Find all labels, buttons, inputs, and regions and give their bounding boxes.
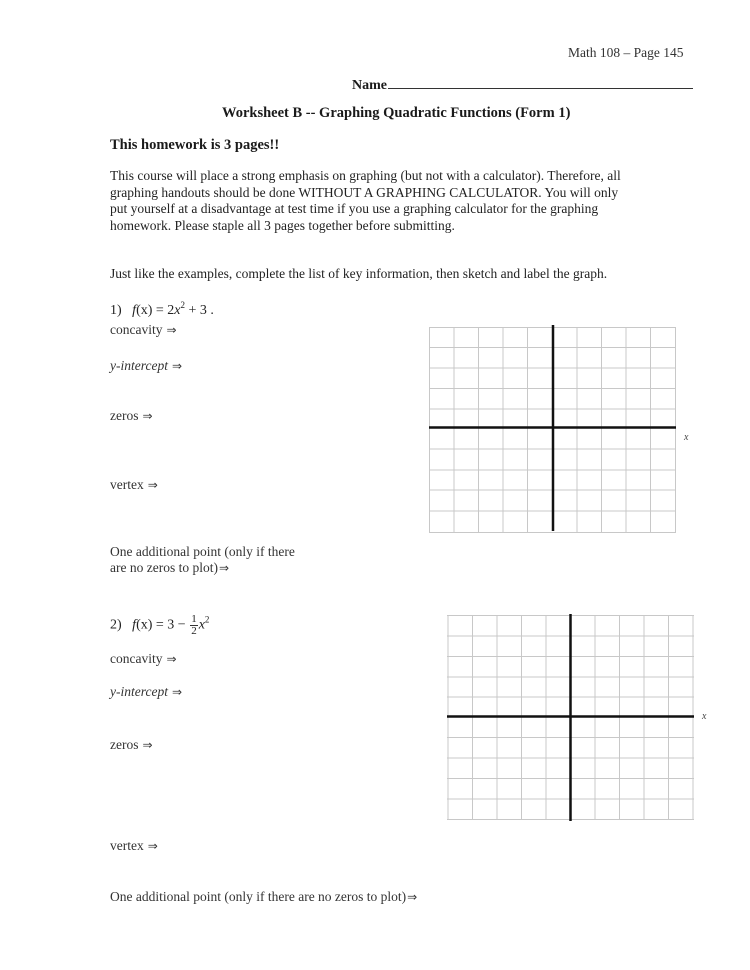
p2-y-intercept-field[interactable]: y-intercept ⇒ [110, 684, 183, 699]
intro-line: homework. Please staple all 3 pages together before submitting. [110, 217, 455, 233]
implies-arrow-icon: ⇒ [147, 839, 158, 853]
p2-zeros-field[interactable]: zeros ⇒ [110, 737, 153, 752]
intro-line: This course will place a strong emphasis on graphing (but not with a calculator). Therefore, all [110, 168, 621, 183]
implies-arrow-icon: ⇒ [171, 359, 183, 373]
name-label: Name [352, 78, 387, 93]
p2-additional-point-field[interactable]: One additional point (only if there are no zeros to plot)⇒ [110, 889, 418, 904]
p1-graph-grid[interactable] [429, 325, 679, 535]
implies-arrow-icon: ⇒ [142, 409, 153, 423]
implies-arrow-icon: ⇒ [407, 890, 418, 904]
intro-line: graphing handouts should be done WITHOUT A GRAPHING CALCULATOR. You will only [110, 184, 619, 200]
worksheet-title: Worksheet B -- Graphing Quadratic Functions (Form 1) [222, 105, 571, 121]
p2-graph-grid[interactable] [447, 614, 697, 824]
implies-arrow-icon: ⇒ [166, 323, 177, 337]
p1-additional-point-field[interactable]: One additional point (only if there are no zeros to plot)⇒ [110, 544, 295, 575]
implies-arrow-icon: ⇒ [218, 561, 230, 575]
implies-arrow-icon: ⇒ [142, 738, 153, 752]
p1-x-axis-label: x [684, 432, 689, 443]
intro-paragraph [110, 168, 621, 234]
p1-y-intercept-field[interactable]: y-intercept ⇒ [110, 358, 183, 373]
problem-number: 2) [110, 617, 122, 633]
course-page-label: Math 108 – Page 145 [568, 45, 684, 60]
fraction: $\frac{1}{2}$ [191, 613, 197, 637]
name-field[interactable] [352, 74, 693, 94]
p2-vertex-field[interactable]: vertex ⇒ [110, 838, 158, 853]
name-blank-line[interactable] [388, 74, 693, 89]
p2-concavity-field[interactable]: concavity ⇒ [110, 651, 177, 666]
page-count-notice: This homework is 3 pages!! [110, 137, 280, 153]
p1-zeros-field[interactable]: zeros ⇒ [110, 408, 153, 423]
intro-line: put yourself at a disadvantage at test time if you use a graphing calculator for the graphing [110, 201, 599, 216]
implies-arrow-icon: ⇒ [166, 652, 177, 666]
problem-2-equation: 2) f(x) = 3 − $\frac{1}{2}$ $x^2$ [110, 613, 210, 637]
problem-number: 1) [110, 303, 122, 318]
p1-vertex-field[interactable]: vertex ⇒ [110, 477, 158, 492]
instructions: Just like the examples, complete the list of key information, then sketch and label the graph. [110, 266, 608, 281]
implies-arrow-icon: ⇒ [171, 685, 183, 699]
p2-x-axis-label: x [702, 711, 707, 722]
implies-arrow-icon: ⇒ [147, 478, 158, 492]
problem-1-equation: 1) $f(x) = 2x^2 + 3$ . [110, 300, 214, 318]
p1-concavity-field[interactable]: concavity ⇒ [110, 322, 177, 337]
